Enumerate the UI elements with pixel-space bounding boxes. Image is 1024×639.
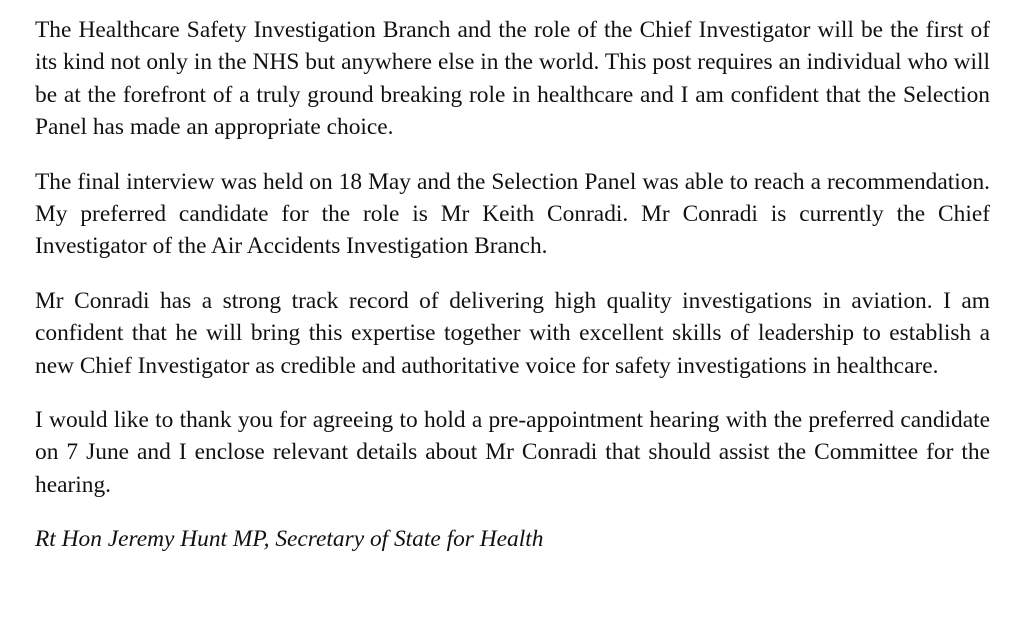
paragraph-4: I would like to thank you for agreeing to hold a pre-appointment hearing with the preferred candidate on 7 June and I enclose relevant details about Mr Conradi that should assist the Committee for the hearing.: [35, 407, 990, 498]
paragraph-1: The Healthcare Safety Investigation Branch and the role of the Chief Investigator will be the first of its kind not only in the NHS but anywhere else in the world. This post requires an individual who will be at the forefront of a truly ground breaking role in healthcare and I am confident that the Selection Panel has made an appropriate choice.: [35, 17, 990, 141]
paragraph-2: The final interview was held on 18 May and the Selection Panel was able to reach a recommendation. My preferred candidate for the role is Mr Keith Conradi. Mr Conradi is currently the Chief Investigator of the Air Accidents Investigation Branch.: [35, 168, 990, 260]
paragraph-3: Mr Conradi has a strong track record of delivering high quality investigations in aviation. I am confident that he will bring this expertise together with excellent skills of leadership to establish a new Chief Investigator as credible and authoritative voice for safety investigations in healthcare.: [35, 287, 990, 379]
signature-line: Rt Hon Jeremy Hunt MP, Secretary of State for Health: [35, 526, 544, 553]
